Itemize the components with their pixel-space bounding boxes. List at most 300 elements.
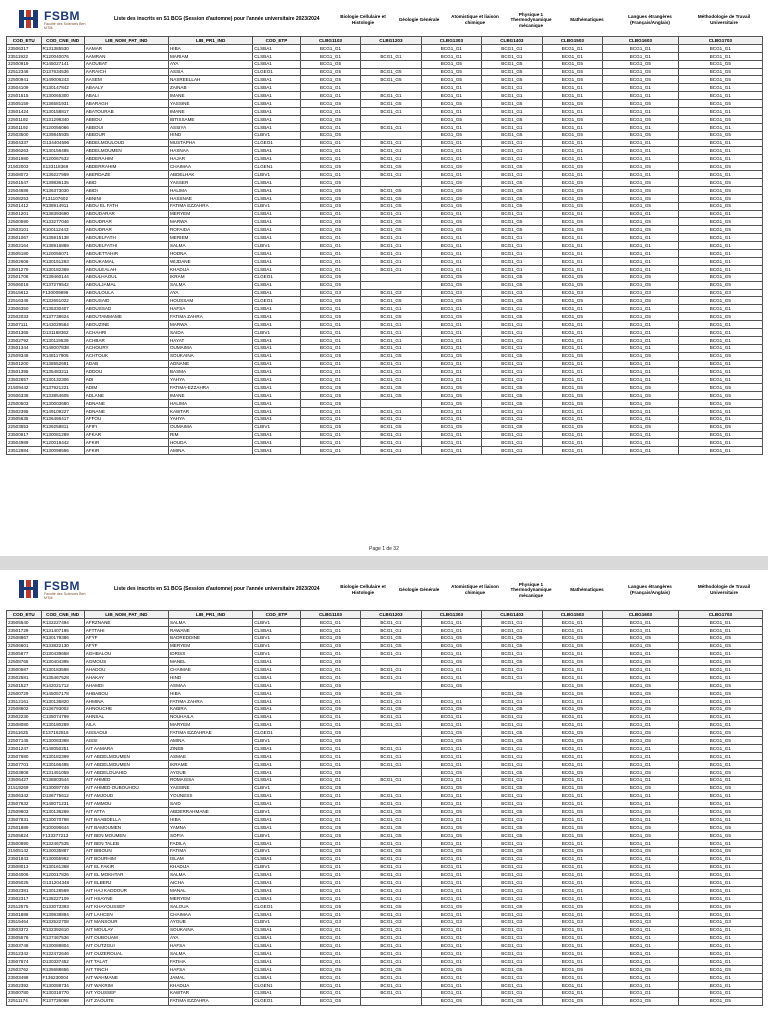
cell-cod-etu: 21502003 [7, 163, 42, 171]
cell-clbg1703: BCG1_G1 [678, 155, 762, 163]
cell-cod-cne: R133822130 [41, 642, 84, 650]
cell-cod-etp: CLSBA1 [253, 76, 301, 84]
cell-cod-etu: 23507632 [7, 800, 42, 808]
cell-clbg1703: BCG1_G5 [678, 997, 762, 1005]
table-row [7, 344, 763, 352]
cell-prenom: HALIMA [168, 186, 252, 194]
cell-clbg1103: BCG1_G1 [300, 265, 360, 273]
cell-prenom: YAMNA [168, 824, 252, 832]
cell-cod-etu: 22506601 [7, 642, 42, 650]
table-row [7, 234, 763, 242]
cell-clbg1403: BCG1_G1 [482, 234, 542, 242]
table-row [7, 847, 763, 855]
cell-clbg1303: BCG1_G5 [421, 281, 481, 289]
cell-clbg1203: BCG1_G1 [361, 155, 421, 163]
cell-clbg1403: BCG1_G1 [482, 618, 542, 626]
cell-clbg1303: BCG1_G5 [421, 729, 481, 737]
cell-clbg1503: BCG1_G3 [542, 289, 602, 297]
cell-prenom: FATIHA [168, 958, 252, 966]
cell-clbg1603: BCG1_G1 [603, 360, 679, 368]
cell-clbg1603: BCG1_G1 [603, 879, 679, 887]
cell-clbg1103: BCG1_G5 [300, 392, 360, 400]
cell-clbg1103: BCG1_G1 [300, 760, 360, 768]
table-row [7, 871, 763, 879]
cell-clbg1503: BCG1_G3 [542, 918, 602, 926]
cell-cod-cne: R130128569 [41, 887, 84, 895]
cell-clbg1103: BCG1_G1 [300, 431, 360, 439]
cell-cod-etu: 23501729 [7, 626, 42, 634]
cell-clbg1503: BCG1_G5 [542, 313, 602, 321]
table-row [7, 328, 763, 336]
table-row [7, 705, 763, 713]
cell-prenom: YASSER [168, 179, 252, 187]
cell-clbg1203: BCG1_G1 [361, 618, 421, 626]
cell-clbg1703: BCG1_G5 [678, 226, 762, 234]
cell-clbg1303: BCG1_G5 [421, 297, 481, 305]
cell-nom: AIT BAABDELLA [84, 816, 168, 824]
module-header-geo: Géologie Générale [398, 17, 440, 23]
cell-clbg1703: BCG1_G5 [678, 352, 762, 360]
cell-cod-etu: 22503762 [7, 966, 42, 974]
cell-cod-cne: F136230004 [41, 973, 84, 981]
cell-clbg1703: BCG1_G1 [678, 265, 762, 273]
cell-clbg1403: BCG1_G1 [482, 745, 542, 753]
cell-cod-etu: 22508253 [7, 194, 42, 202]
cell-clbg1503: BCG1_G5 [542, 384, 602, 392]
cell-clbg1603: BCG1_G1 [603, 753, 679, 761]
cell-clbg1703: BCG1_G1 [678, 776, 762, 784]
cell-clbg1303: BCG1_G5 [421, 997, 481, 1005]
cell-clbg1303: BCG1_G1 [421, 234, 481, 242]
cell-clbg1103: BCG1_G1 [300, 415, 360, 423]
cell-prenom: CHAIMAA [168, 910, 252, 918]
cell-cod-cne: R139460144 [41, 273, 84, 281]
cell-clbg1503: BCG1_G1 [542, 674, 602, 682]
cell-cod-cne: R130151293 [41, 257, 84, 265]
cell-clbg1703: BCG1_G1 [678, 958, 762, 966]
cell-cod-etu: 23500780 [7, 989, 42, 997]
cell-clbg1403: BCG1_G1 [482, 328, 542, 336]
cell-cod-etu: 23502164 [7, 242, 42, 250]
cell-clbg1703: BCG1_G1 [678, 666, 762, 674]
module-header-bio: Biologie Cellulaire et Histologie [340, 584, 386, 595]
table-row [7, 895, 763, 903]
cell-clbg1103: BCG1_G5 [300, 281, 360, 289]
cell-clbg1103: BCG1_G1 [300, 242, 360, 250]
cell-clbg1503: BCG1_G5 [542, 768, 602, 776]
cell-nom: ABOUTAMMAME [84, 313, 168, 321]
cell-clbg1303: BCG1_G5 [421, 60, 481, 68]
list-title: Liste des inscrits en S1 BCG (Session d'automne) pour l'année universitaire 2023/2024 [114, 586, 320, 592]
column-header-clbg1203: CLBG1203 [361, 37, 421, 45]
cell-cod-etp: CLBIV1 [253, 202, 301, 210]
cell-nom: ABOULHAOUL [84, 273, 168, 281]
cell-clbg1403: BCG1_G1 [482, 721, 542, 729]
cell-nom: AIT BAMOUMEN [84, 824, 168, 832]
cell-prenom: IKRAM [168, 273, 252, 281]
cell-clbg1203: BCG1_G1 [361, 666, 421, 674]
cell-prenom: YASSINE [168, 100, 252, 108]
cell-clbg1603: BCG1_G1 [603, 376, 679, 384]
cell-cod-etu: 22503500 [7, 131, 42, 139]
cell-prenom: ZINEB [168, 745, 252, 753]
cell-cod-cne: R130179386 [41, 634, 84, 642]
cell-clbg1103: BCG1_G5 [300, 808, 360, 816]
cell-cod-etp: CLSBA1 [253, 792, 301, 800]
cell-clbg1103: BCG1_G5 [300, 737, 360, 745]
cell-clbg1503: BCG1_G1 [542, 650, 602, 658]
cell-clbg1503: BCG1_G1 [542, 108, 602, 116]
cell-cod-cne: F131107602 [41, 194, 84, 202]
cell-clbg1503: BCG1_G1 [542, 84, 602, 92]
cell-nom: ACHOURY [84, 344, 168, 352]
cell-nom: AIT MANSOUR [84, 918, 168, 926]
cell-clbg1203: BCG1_G1 [361, 926, 421, 934]
cell-clbg1703: BCG1_G1 [678, 328, 762, 336]
table-row [7, 76, 763, 84]
module-header-atom: Atomistique et liaison chimique [451, 584, 499, 595]
cell-clbg1303: BCG1_G1 [421, 439, 481, 447]
cell-clbg1403: BCG1_G1 [482, 250, 542, 258]
cell-clbg1103: BCG1_G1 [300, 52, 360, 60]
cell-clbg1303: BCG1_G1 [421, 321, 481, 329]
cell-clbg1603: BCG1_G1 [603, 265, 679, 273]
table-row [7, 289, 763, 297]
cell-clbg1203: BCG1_G1 [361, 336, 421, 344]
cell-clbg1103: BCG1_G1 [300, 321, 360, 329]
cell-clbg1303: BCG1_G1 [421, 108, 481, 116]
cell-clbg1103: BCG1_G5 [300, 179, 360, 187]
cell-clbg1303: BCG1_G5 [421, 737, 481, 745]
cell-clbg1703: BCG1_G1 [678, 376, 762, 384]
cell-prenom: MANAL [168, 887, 252, 895]
cell-clbg1203 [361, 44, 421, 52]
cell-clbg1503: BCG1_G1 [542, 871, 602, 879]
table-row [7, 139, 763, 147]
column-header-clbg1603: CLBG1603 [603, 37, 679, 45]
cell-clbg1203 [361, 281, 421, 289]
cell-prenom: FATIMA-EZZAHRA [168, 384, 252, 392]
cell-cod-etu: 23502392 [7, 981, 42, 989]
cell-cod-etu: 23502395 [7, 407, 42, 415]
cell-prenom: NOUHAILA [168, 713, 252, 721]
cell-clbg1403: BCG1_G5 [482, 76, 542, 84]
cell-cod-etp: CLGEO1 [253, 997, 301, 1005]
cell-clbg1203 [361, 682, 421, 690]
cell-clbg1203: BCG1_G1 [361, 958, 421, 966]
cell-clbg1103: BCG1_G5 [300, 966, 360, 974]
cell-clbg1503: BCG1_G1 [542, 887, 602, 895]
cell-prenom: MARWA [168, 218, 252, 226]
cell-clbg1203 [361, 768, 421, 776]
cell-clbg1103: BCG1_G5 [300, 642, 360, 650]
cell-cod-cne: R130182369 [41, 265, 84, 273]
cell-cod-cne: R135915138 [41, 234, 84, 242]
cell-clbg1203: BCG1_G5 [361, 194, 421, 202]
cell-cod-etp: CLSBA1 [253, 313, 301, 321]
cell-prenom: MUSTAPHA [168, 139, 252, 147]
cell-cod-etu: 23501247 [7, 745, 42, 753]
table-row [7, 210, 763, 218]
cell-clbg1203: BCG1_G5 [361, 186, 421, 194]
cell-clbg1503: BCG1_G1 [542, 336, 602, 344]
cell-cod-cne: R135330407 [41, 305, 84, 313]
table-row [7, 831, 763, 839]
table-row [7, 618, 763, 626]
cell-cod-etu: 20506016 [7, 281, 42, 289]
cell-prenom: MARYEM [168, 721, 252, 729]
cell-prenom: JAMAL [168, 973, 252, 981]
cell-prenom: SALMA [168, 281, 252, 289]
cell-clbg1303: BCG1_G1 [421, 328, 481, 336]
cell-clbg1603: BCG1_G5 [603, 902, 679, 910]
cell-cod-etu: 23502606 [7, 257, 42, 265]
cell-clbg1703: BCG1_G5 [678, 642, 762, 650]
table-row [7, 800, 763, 808]
cell-clbg1403: BCG1_G5 [482, 163, 542, 171]
cell-cod-cne: R148071231 [41, 800, 84, 808]
cell-clbg1403: BCG1_G5 [482, 179, 542, 187]
cell-cod-etp: CLGEO1 [253, 902, 301, 910]
cell-prenom: FATIMA EZZAHRAE [168, 729, 252, 737]
cell-prenom: HAFSA [168, 966, 252, 974]
cell-clbg1403: BCG1_G1 [482, 910, 542, 918]
cell-clbg1303: BCG1_G5 [421, 399, 481, 407]
cell-cod-etu: 23508072 [7, 171, 42, 179]
cell-clbg1403: BCG1_G5 [482, 115, 542, 123]
column-header-clbg1503: CLBG1503 [542, 37, 602, 45]
cell-clbg1603: BCG1_G5 [603, 784, 679, 792]
cell-clbg1203: BCG1_G1 [361, 234, 421, 242]
cell-nom: ABOU EL FATH [84, 202, 168, 210]
cell-nom: AFTTAHI [84, 626, 168, 634]
cell-prenom: SALOUA [168, 902, 252, 910]
cell-clbg1403: BCG1_G5 [482, 226, 542, 234]
cell-clbg1303: BCG1_G5 [421, 384, 481, 392]
cell-clbg1103: BCG1_G1 [300, 958, 360, 966]
cell-nom: AIT OUBOUAM [84, 934, 168, 942]
cell-clbg1303: BCG1_G5 [421, 902, 481, 910]
cell-prenom: KHADIJA [168, 981, 252, 989]
table-row [7, 431, 763, 439]
cell-cod-cne: G131204348 [41, 879, 84, 887]
cell-cod-etp: CLSBA1 [253, 887, 301, 895]
cell-clbg1203 [361, 658, 421, 666]
cell-clbg1303: BCG1_G1 [421, 816, 481, 824]
cell-clbg1103: BCG1_G1 [300, 328, 360, 336]
cell-clbg1203: BCG1_G5 [361, 218, 421, 226]
page-header [6, 576, 762, 604]
cell-cod-cne: D136793002 [41, 705, 84, 713]
cell-clbg1603: BCG1_G1 [603, 321, 679, 329]
cell-clbg1403 [482, 682, 542, 690]
cell-clbg1503: BCG1_G1 [542, 439, 602, 447]
cell-cod-cne: R130180289 [41, 721, 84, 729]
column-header-cod-cne: COD_CNE_IND [41, 37, 84, 45]
table-row [7, 918, 763, 926]
cell-cod-cne: R137279542 [41, 281, 84, 289]
cell-cod-etu: 22501412 [7, 202, 42, 210]
table-row [7, 186, 763, 194]
cell-clbg1703: BCG1_G5 [678, 273, 762, 281]
cell-clbg1403: BCG1_G1 [482, 431, 542, 439]
column-header-clbg1203: CLBG1203 [361, 611, 421, 619]
cell-nom: ABOUETTAHIR [84, 250, 168, 258]
cell-clbg1503: BCG1_G5 [542, 281, 602, 289]
cell-clbg1103: BCG1_G1 [300, 839, 360, 847]
cell-clbg1403: BCG1_G5 [482, 808, 542, 816]
cell-nom: ABAALY [84, 84, 168, 92]
cell-cod-etu: 23500587 [7, 666, 42, 674]
cell-prenom: KAWTAR [168, 989, 252, 997]
cell-cod-etp: CLSBA1 [253, 768, 301, 776]
cell-clbg1403: BCG1_G1 [482, 84, 542, 92]
cell-nom: AHNSAL [84, 713, 168, 721]
cell-cod-etp: CLSBA1 [253, 407, 301, 415]
cell-clbg1603: BCG1_G1 [603, 407, 679, 415]
cell-cod-etu: 22500503 [7, 399, 42, 407]
cell-cod-etp: CLBIV1 [253, 863, 301, 871]
cell-clbg1403: BCG1_G1 [482, 800, 542, 808]
cell-clbg1103: BCG1_G3 [300, 289, 360, 297]
cell-nom: AIT HAJ KADDOUR [84, 887, 168, 895]
cell-clbg1203: BCG1_G5 [361, 226, 421, 234]
cell-clbg1703: BCG1_G1 [678, 344, 762, 352]
cell-clbg1303: BCG1_G1 [421, 415, 481, 423]
cell-clbg1703: BCG1_G1 [678, 84, 762, 92]
cell-cod-etu: 23507831 [7, 816, 42, 824]
cell-clbg1303: BCG1_G5 [421, 131, 481, 139]
cell-clbg1403: BCG1_G5 [482, 737, 542, 745]
cell-clbg1403: BCG1_G1 [482, 123, 542, 131]
cell-clbg1103: BCG1_G5 [300, 68, 360, 76]
logo-brand-text: FSBM [44, 579, 80, 593]
cell-cod-etu: 23501200 [7, 360, 42, 368]
cell-prenom: SALMA [168, 618, 252, 626]
cell-clbg1503: BCG1_G5 [542, 997, 602, 1005]
cell-cod-etp: CLBIV1 [253, 737, 301, 745]
cell-cod-cne: R137467536 [41, 934, 84, 942]
cell-nom: ACHAHRI [84, 328, 168, 336]
cell-clbg1503: BCG1_G1 [542, 697, 602, 705]
cell-clbg1403: BCG1_G5 [482, 689, 542, 697]
cell-clbg1403: BCG1_G5 [482, 194, 542, 202]
cell-clbg1403: BCG1_G1 [482, 879, 542, 887]
cell-cod-etu: 22508867 [7, 634, 42, 642]
cell-cod-etu: 23503498 [7, 973, 42, 981]
cell-clbg1503: BCG1_G1 [542, 855, 602, 863]
cell-cod-etu: 23504337 [7, 139, 42, 147]
table-row [7, 360, 763, 368]
cell-clbg1603: BCG1_G1 [603, 447, 679, 455]
cell-clbg1103: BCG1_G5 [300, 226, 360, 234]
table-row [7, 108, 763, 116]
cell-clbg1503: BCG1_G5 [542, 705, 602, 713]
table-row [7, 792, 763, 800]
cell-clbg1403: BCG1_G5 [482, 997, 542, 1005]
cell-nom: ABOUZINE [84, 321, 168, 329]
table-row [7, 163, 763, 171]
cell-cod-etu: 23501888 [7, 910, 42, 918]
cell-cod-etu: 23506427 [7, 776, 42, 784]
cell-prenom: WIJDANE [168, 257, 252, 265]
cell-cod-etu: 23501843 [7, 855, 42, 863]
cell-cod-etp: CLSBA1 [253, 745, 301, 753]
column-header-cod-cne: COD_CNE_IND [41, 611, 84, 619]
cell-nom: AIT ELBERJ [84, 879, 168, 887]
cell-clbg1703: BCG1_G1 [678, 895, 762, 903]
cell-clbg1603: BCG1_G1 [603, 123, 679, 131]
cell-clbg1303: BCG1_G1 [421, 139, 481, 147]
cell-clbg1103: BCG1_G1 [300, 84, 360, 92]
cell-clbg1603: BCG1_G5 [603, 186, 679, 194]
cell-cod-cne: R130158817 [41, 108, 84, 116]
cell-clbg1103: BCG1_G5 [300, 705, 360, 713]
cell-clbg1503: BCG1_G5 [542, 682, 602, 690]
cell-clbg1503: BCG1_G1 [542, 210, 602, 218]
cell-clbg1203: BCG1_G1 [361, 839, 421, 847]
cell-clbg1703: BCG1_G1 [678, 981, 762, 989]
cell-cod-cne: R130182399 [41, 753, 84, 761]
cell-clbg1103: BCG1_G1 [300, 139, 360, 147]
cell-clbg1203: BCG1_G1 [361, 328, 421, 336]
cell-cod-cne: R138914911 [41, 202, 84, 210]
cell-cod-etu: 23507674 [7, 958, 42, 966]
cell-cod-etu: 23501424 [7, 108, 42, 116]
cell-clbg1603: BCG1_G1 [603, 234, 679, 242]
table-row [7, 816, 763, 824]
table-row [7, 887, 763, 895]
table-row [7, 642, 763, 650]
cell-clbg1403: BCG1_G3 [482, 918, 542, 926]
cell-clbg1403: BCG1_G1 [482, 321, 542, 329]
cell-cod-etu: 23501344 [7, 344, 42, 352]
cell-clbg1403: BCG1_G1 [482, 713, 542, 721]
cell-clbg1203: BCG1_G1 [361, 108, 421, 116]
cell-clbg1703: BCG1_G1 [678, 257, 762, 265]
cell-cod-cne: R135688656 [41, 966, 84, 974]
table-row [7, 155, 763, 163]
cell-clbg1703: BCG1_G1 [678, 139, 762, 147]
cell-clbg1303: BCG1_G5 [421, 76, 481, 84]
cell-cod-cne: R138916889 [41, 242, 84, 250]
cell-clbg1203: BCG1_G5 [361, 966, 421, 974]
cell-prenom: AYOUB [168, 768, 252, 776]
cell-clbg1203 [361, 784, 421, 792]
cell-cod-etp: CLBIV1 [253, 808, 301, 816]
cell-clbg1303: BCG1_G1 [421, 360, 481, 368]
cell-nom: AIT OUTZGUI [84, 942, 168, 950]
cell-cod-cne: R136373030 [41, 186, 84, 194]
cell-cod-cne: R130183598 [41, 666, 84, 674]
cell-prenom: HIND [168, 674, 252, 682]
cell-cod-etp: CLSBA1 [253, 60, 301, 68]
cell-clbg1403: BCG1_G1 [482, 981, 542, 989]
column-header-clbg1403: CLBG1403 [482, 611, 542, 619]
table-row [7, 44, 763, 52]
cell-prenom: HIBA [168, 816, 252, 824]
cell-cod-cne: D130337452 [41, 958, 84, 966]
cell-cod-etu: 23504006 [7, 871, 42, 879]
cell-clbg1203 [361, 84, 421, 92]
cell-clbg1503: BCG1_G1 [542, 123, 602, 131]
cell-clbg1603: BCG1_G5 [603, 297, 679, 305]
cell-cod-etu: 23501279 [7, 265, 42, 273]
cell-clbg1403: BCG1_G5 [482, 784, 542, 792]
cell-clbg1703: BCG1_G5 [678, 384, 762, 392]
cell-cod-etu: 22503553 [7, 423, 42, 431]
cell-clbg1303: BCG1_G1 [421, 84, 481, 92]
